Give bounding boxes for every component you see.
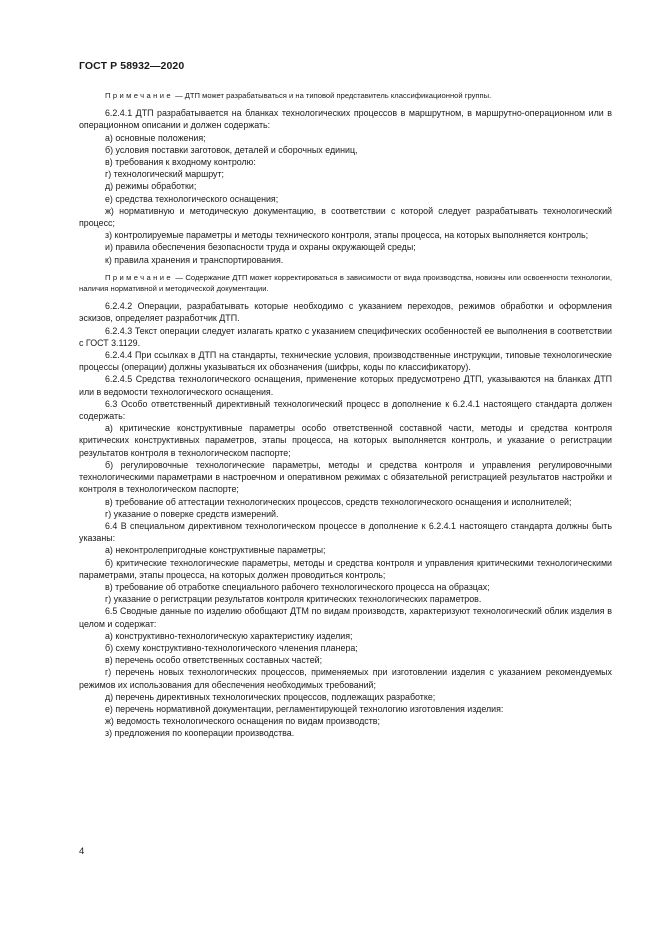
list-item: в) требование об аттестации технологических процессов, средств технологического оснащения и исполнителей; bbox=[105, 496, 572, 507]
paragraph-6-5: 6.5 Сводные данные по изделию обобщают ДТМ по видам производств, характеризуют технологический облик изделия в целом и содержат: bbox=[79, 606, 612, 629]
list-item: е) средства технологического оснащения; bbox=[105, 193, 279, 204]
list-item: г) технологический маршрут; bbox=[105, 169, 225, 180]
list-item: д) перечень директивных технологических процессов, подлежащих разработке; bbox=[105, 691, 436, 702]
paragraph-6-2-4-3: 6.2.4.3 Текст операции следует излагать кратко с указанием специфических особенностей ее выполнения в соответствии с ГОСТ 3.1129. bbox=[79, 325, 612, 348]
list-item: б) критические технологические параметры, методы и средства контроля и управления критическими технологическими параметрами, этапы процесса, на которых должен проводиться контроль; bbox=[79, 557, 612, 580]
list-item: г) указание о поверке средств измерений. bbox=[105, 508, 279, 519]
list-item: д) режимы обработки; bbox=[105, 181, 197, 192]
list-item: а) неконтролепригодные конструктивные параметры; bbox=[105, 545, 326, 556]
document-body bbox=[79, 90, 612, 740]
list-item: в) перечень особо ответственных составных частей; bbox=[105, 655, 323, 666]
note-label: Примечание bbox=[105, 91, 173, 100]
list-item: з) контролируемые параметры и методы технического контроля, этапы процесса, на которых выполняется контроль; bbox=[105, 230, 589, 241]
paragraph-6-4: 6.4 В специальном директивном технологическом процессе в дополнение к 6.2.4.1 настоящего стандарта должны быть указаны: bbox=[79, 520, 612, 544]
list-item: г) указание о регистрации результатов контроля критических технологических параметров. bbox=[105, 594, 482, 605]
list-item: а) конструктивно-технологическую характеристику изделия; bbox=[105, 630, 353, 641]
list-item: в) требование об отработке специального рабочего технологического процесса на образцах; bbox=[105, 581, 490, 592]
paragraph-6-2-4-5: 6.2.4.5 Средства технологического оснащения, применение которых предусмотрено ДТП, указываются на бланках ДТП или в ведомости технологического оснащения. bbox=[79, 374, 612, 397]
list-item: а) критические конструктивные параметры особо ответственной составной части, методы и средства контроля критических конструктивных параметров, этапы процесса, на которых выполняется контроль, и указание о регистрации результатов контроля в технологическом паспорте; bbox=[79, 423, 612, 458]
list-item: и) правила обеспечения безопасности труда и охраны окружающей среды; bbox=[105, 242, 416, 253]
paragraph-6-3: 6.3 Особо ответственный директивный технологический процесс в дополнение к 6.2.4.1 настоящего стандарта должен содержать: bbox=[79, 398, 612, 422]
list-item: г) перечень новых технологических процессов, применяемых при изготовлении изделия с указанием рекомендуемых режимов их использования для обеспечения необходимых требований; bbox=[79, 667, 612, 690]
note-text: — Содержание ДТП может корректироваться в зависимости от вида производства, новизны или освоенности технологии, наличия нормативной и методической документации. bbox=[79, 272, 612, 294]
list-item: ж) нормативную и методическую документацию, в соответствии с которой следует разрабатывать технологический процесс; bbox=[79, 205, 612, 229]
list-item: з) предложения по кооперации производства. bbox=[105, 728, 295, 739]
note-label: Примечание bbox=[105, 272, 173, 282]
note-1 bbox=[79, 90, 612, 101]
note-2 bbox=[79, 272, 612, 294]
list-item: б) регулировочные технологические параметры, методы и средства контроля и управления регулировочными технологическими параметрами в настроечном и оперативном режимах с обязательной регистрацией результатов настройки и контроля в технологическом паспорте; bbox=[79, 459, 612, 495]
list-item: а) основные положения; bbox=[105, 132, 206, 143]
paragraph-6-2-4-1: 6.2.4.1 ДТП разрабатывается на бланках технологических процессов в маршрутном, в маршрутно-операционном или в операционном описании и должен содержать: bbox=[79, 108, 612, 131]
list-item: к) правила хранения и транспортирования. bbox=[105, 254, 284, 265]
document-header: ГОСТ Р 58932—2020 bbox=[79, 60, 185, 72]
note-text: — ДТП может разрабатываться и на типовой представитель классификационной группы. bbox=[172, 91, 492, 100]
list-item: в) требования к входному контролю: bbox=[105, 157, 256, 168]
list-item: ж) ведомость технологического оснащения по видам производств; bbox=[105, 716, 380, 727]
list-item: б) схему конструктивно-технологического членения планера; bbox=[105, 642, 358, 653]
paragraph-6-2-4-4: 6.2.4.4 При ссылках в ДТП на стандарты, технические условия, производственные инструкции, типовые технологические процессы (операции) должны указываться их обозначения (шифры, коды по классификатору). bbox=[79, 350, 612, 373]
page-number: 4 bbox=[79, 846, 85, 857]
list-item: е) перечень нормативной документации, регламентирующей технологию изготовления изделия: bbox=[105, 703, 504, 714]
paragraph-6-2-4-2: 6.2.4.2 Операции, разрабатывать которые необходимо с указанием переходов, режимов обработки и оформления эскизов, определяет разработчик ДТП. bbox=[79, 301, 612, 324]
list-item: б) условия поставки заготовок, деталей и сборочных единиц, bbox=[105, 144, 358, 155]
